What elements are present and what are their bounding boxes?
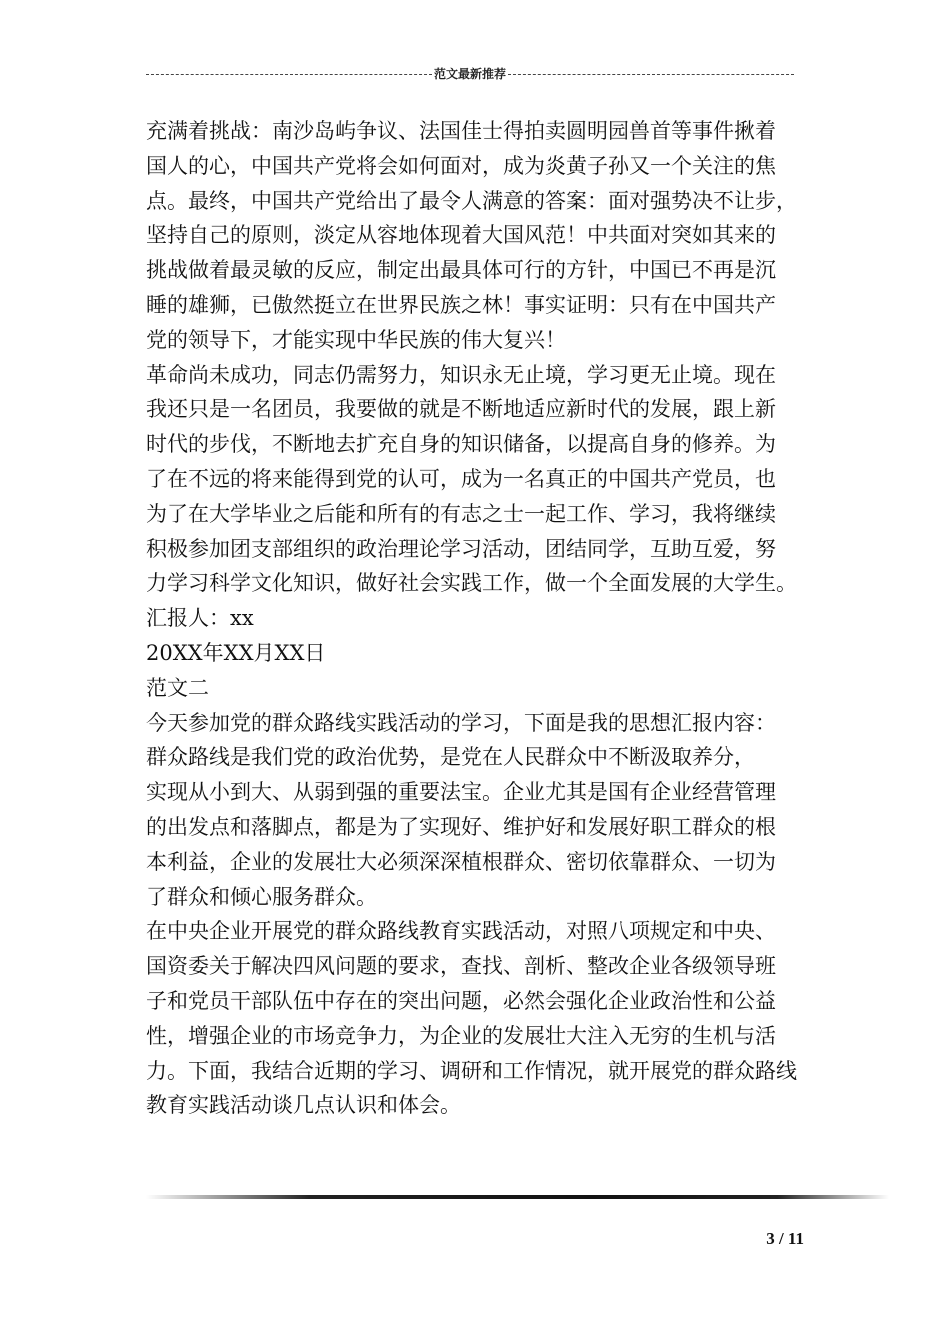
header-dash-right	[508, 74, 794, 75]
body-line: 子和党员干部队伍中存在的突出问题，必然会强化企业政治性和公益	[146, 988, 776, 1013]
body-line: 国资委关于解决四风问题的要求，查找、剖析、整改企业各级领导班	[146, 954, 776, 979]
body-line: 挑战做着最灵敏的反应，制定出最具体可行的方针，中国已不再是沉	[146, 258, 776, 283]
body-line: 性，增强企业的市场竞争力，为企业的发展壮大注入无穷的生机与活	[146, 1023, 776, 1048]
body-line: 党的领导下，才能实现中华民族的伟大复兴！	[146, 327, 566, 352]
header-dash-left	[146, 74, 432, 75]
body-line: 睡的雄狮，已傲然挺立在世界民族之林！事实证明：只有在中国共产	[146, 292, 776, 317]
body-line: 本利益，企业的发展壮大必须深深植根群众、密切依靠群众、一切为	[146, 849, 776, 874]
body-line: 坚持自己的原则，淡定从容地体现着大国风范！中共面对突如其来的	[146, 223, 776, 248]
page-number: 3 / 11	[766, 1229, 804, 1248]
body-line: 了在不远的将来能得到党的认可，成为一名真正的中国共产党员，也	[146, 466, 776, 491]
body-line: 点。最终，中国共产党给出了最令人满意的答案：面对强势决不让步，	[146, 188, 797, 213]
body-line: 我还只是一名团员，我要做的就是不断地适应新时代的发展，跟上新	[146, 397, 776, 422]
body-line: 今天参加党的群众路线实践活动的学习，下面是我的思想汇报内容：	[146, 710, 776, 735]
body-line: 的出发点和落脚点，都是为了实现好、维护好和发展好职工群众的根	[146, 814, 776, 839]
body-line: 力学习科学文化知识，做好社会实践工作，做一个全面发展的大学生。	[146, 571, 797, 596]
footer-divider	[146, 1195, 889, 1199]
body-line: 了群众和倾心服务群众。	[146, 884, 377, 909]
body-line: 实现从小到大、从弱到强的重要法宝。企业尤其是国有企业经营管理	[146, 780, 776, 805]
body-line: 充满着挑战：南沙岛屿争议、法国佳士得拍卖圆明园兽首等事件揪着	[146, 119, 776, 143]
body-line: 力。下面，我结合近期的学习、调研和工作情况，就开展党的群众路线	[146, 1058, 797, 1083]
header-title: 范文最新推荐	[434, 67, 507, 81]
body-line: 革命尚未成功，同志仍需努力，知识永无止境，学习更无止境。现在	[146, 362, 776, 387]
document-body	[146, 114, 821, 1123]
date-line: 20XX年XX月XX日	[146, 640, 326, 665]
body-line: 教育实践活动谈几点认识和体会。	[146, 1093, 461, 1118]
body-line: 为了在大学毕业之后能和所有的有志之士一起工作、学习，我将继续	[146, 501, 776, 526]
body-line: 积极参加团支部组织的政治理论学习活动，团结同学，互助互爱，努	[146, 536, 776, 561]
reporter-line: 汇报人：xx	[146, 606, 254, 631]
page-header	[146, 64, 794, 84]
body-line: 群众路线是我们党的政治优势，是党在人民群众中不断汲取养分，	[146, 745, 755, 770]
body-line: 时代的步伐，不断地去扩充自身的知识储备，以提高自身的修养。为	[146, 432, 776, 457]
body-line: 国人的心，中国共产党将会如何面对，成为炎黄子孙又一个关注的焦	[146, 153, 776, 178]
body-line: 在中央企业开展党的群众路线教育实践活动，对照八项规定和中央、	[146, 919, 776, 944]
section-title: 范文二	[146, 675, 209, 700]
